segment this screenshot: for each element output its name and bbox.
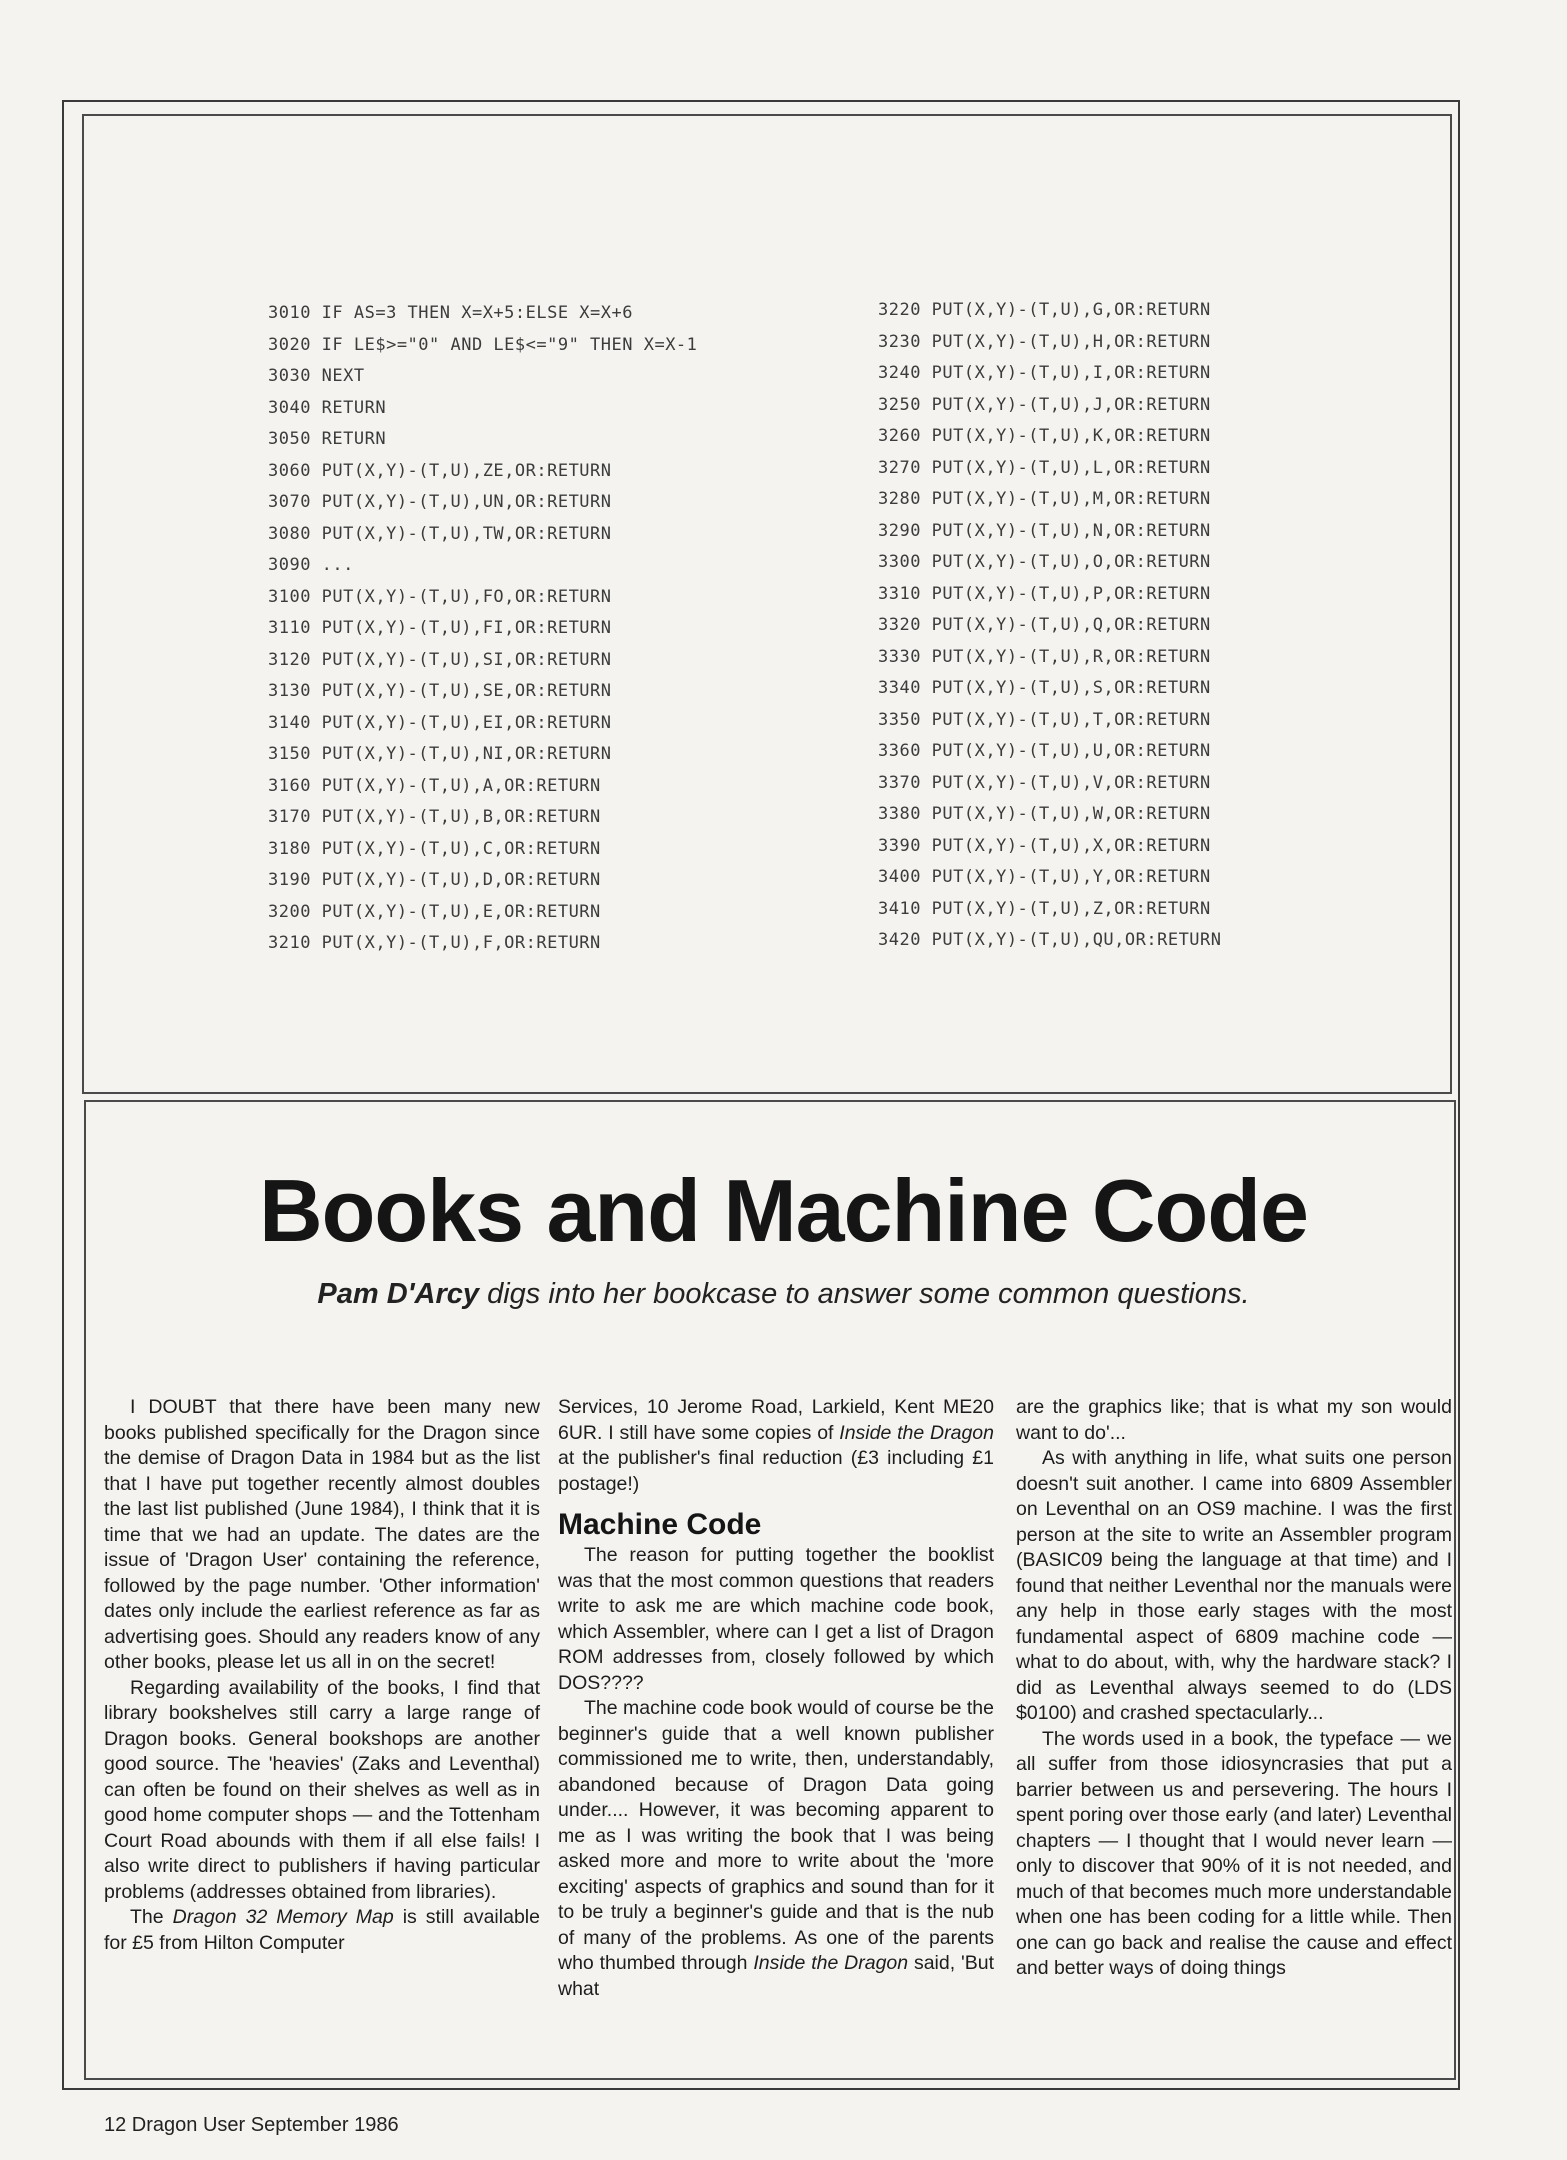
code-line: 3320 PUT(X,Y)-(T,U),Q,OR:RETURN: [878, 615, 1211, 635]
code-line: 3030 NEXT: [268, 366, 365, 386]
article-column-2: [558, 1395, 994, 2002]
page-footer: 12 Dragon User September 1986: [104, 2114, 399, 2136]
code-line: 3200 PUT(X,Y)-(T,U),E,OR:RETURN: [268, 901, 601, 922]
code-line: 3140 PUT(X,Y)-(T,U),EI,OR:RETURN: [268, 712, 612, 733]
code-line: 3080 PUT(X,Y)-(T,U),TW,OR:RETURN: [268, 523, 612, 544]
code-line: 3420 PUT(X,Y)-(T,U),QU,OR:RETURN: [878, 930, 1222, 950]
code-line: 3190 PUT(X,Y)-(T,U),D,OR:RETURN: [268, 870, 601, 890]
code-line: 3040 RETURN: [268, 397, 387, 418]
listing-right-column: [878, 295, 1222, 957]
code-line: 3400 PUT(X,Y)-(T,U),Y,OR:RETURN: [878, 867, 1211, 887]
code-line: 3090 ...: [268, 555, 354, 575]
article-headline: Books and Machine Code: [259, 1161, 1308, 1260]
standfirst-author: Pam D'Arcy: [317, 1278, 480, 1310]
col3-paragraph-2: As with anything in life, what suits one person doesn't suit another. I came into 6809 Assembler on Leventhal on an OS9 machine. I was the first person at the site to write an Assembler program (BASIC09 being the language at that time) and I found that neither Leventhal nor the manuals were any help in those early stages with the most fundamental aspect of 6809 machine code — what to do about, with, why the hardware stack? I did as Leventhal always seemed to do (LDS $0100) and crashed spectacularly...: [1016, 1447, 1452, 1724]
code-line: 3230 PUT(X,Y)-(T,U),H,OR:RETURN: [878, 331, 1211, 352]
code-line: 3150 PUT(X,Y)-(T,U),NI,OR:RETURN: [268, 744, 612, 764]
col2-p1-title: Inside the Dragon: [839, 1421, 994, 1444]
code-line: 3210 PUT(X,Y)-(T,U),F,OR:RETURN: [268, 933, 601, 953]
col2-paragraph-1: [558, 1395, 994, 1497]
col1-paragraph-3: [104, 1905, 540, 1956]
code-line: 3170 PUT(X,Y)-(T,U),B,OR:RETURN: [268, 807, 601, 827]
col1-p3-pre: The: [130, 1906, 173, 1928]
code-line: 3390 PUT(X,Y)-(T,U),X,OR:RETURN: [878, 835, 1211, 856]
code-line: 3100 PUT(X,Y)-(T,U),FO,OR:RETURN: [268, 586, 612, 607]
code-line: 3310 PUT(X,Y)-(T,U),P,OR:RETURN: [878, 583, 1211, 604]
code-line: 3330 PUT(X,Y)-(T,U),R,OR:RETURN: [878, 646, 1211, 667]
col1-p3-post: is still available for £5 from Hilton Computer: [104, 1906, 540, 1954]
code-line: 3340 PUT(X,Y)-(T,U),S,OR:RETURN: [878, 678, 1211, 698]
code-line: 3220 PUT(X,Y)-(T,U),G,OR:RETURN: [878, 300, 1211, 320]
code-line: 3180 PUT(X,Y)-(T,U),C,OR:RETURN: [268, 838, 601, 859]
code-line: 3070 PUT(X,Y)-(T,U),UN,OR:RETURN: [268, 492, 612, 512]
col2-p1-pre: Services, 10 Jerome Road, Larkield, Kent ME20 6UR. I still have some copies of: [558, 1396, 994, 1444]
subheading-machine-code: Machine Code: [558, 1508, 762, 1541]
standfirst: [0, 1278, 1567, 1311]
listing-left-column: [268, 298, 697, 960]
code-line: 3120 PUT(X,Y)-(T,U),SI,OR:RETURN: [268, 649, 612, 670]
standfirst-text: digs into her bookcase to answer some common questions.: [487, 1278, 1250, 1310]
code-line: 3110 PUT(X,Y)-(T,U),FI,OR:RETURN: [268, 618, 612, 638]
code-line: 3050 RETURN: [268, 429, 387, 449]
code-line: 3300 PUT(X,Y)-(T,U),O,OR:RETURN: [878, 552, 1211, 572]
code-line: 3130 PUT(X,Y)-(T,U),SE,OR:RETURN: [268, 681, 612, 701]
code-line: 3240 PUT(X,Y)-(T,U),I,OR:RETURN: [878, 363, 1211, 383]
col1-paragraph-2: Regarding availability of the books, I find that library bookshelves still carry a large range of Dragon books. General bookshops are another good source. The 'heavies' (Zaks and Leventhal) can often be found on their shelves as well as in good home computer shops — and the Tottenham Court Road abounds with them if all else fails! I also write direct to publishers if having particular problems (addresses obtained from libraries).: [104, 1676, 540, 1903]
code-line: 3160 PUT(X,Y)-(T,U),A,OR:RETURN: [268, 775, 601, 796]
col2-paragraph-3: [558, 1696, 994, 2002]
code-line: 3350 PUT(X,Y)-(T,U),T,OR:RETURN: [878, 709, 1211, 730]
code-line: 3270 PUT(X,Y)-(T,U),L,OR:RETURN: [878, 457, 1211, 478]
col3-paragraph-3: The words used in a book, the typeface — we all suffer from those idiosyncrasies that put a barrier between us and persevering. The hours I spent poring over those early (and later) Leventhal chapters — I thought that I would never learn — only to discover that 90% of it is not needed, and much of that becomes much more understandable when one has been coding for a little while. Then one can go back and realise the cause and effect and better ways of doing things: [1016, 1727, 1452, 1979]
code-line: 3410 PUT(X,Y)-(T,U),Z,OR:RETURN: [878, 898, 1211, 919]
col2-p1-post: at the publisher's final reduction (£3 including £1 postage!): [558, 1447, 994, 1495]
code-line: 3380 PUT(X,Y)-(T,U),W,OR:RETURN: [878, 804, 1211, 824]
col2-p3-pre: The machine code book would of course be the beginner's guide that a well known publisher commissioned me to write, then, understandably, abandoned because of Dragon Data going under.... However, it was becoming apparent to me as I was writing the book that I was being asked more and more to write about the 'more exciting' aspects of graphics and sound than for it to be truly a beginner's guide and that is the nub of many of the problems. As one of the parents who thumbed through: [558, 1697, 994, 1974]
article-column-1: [104, 1395, 540, 1956]
col2-p3-post: said, 'But what: [558, 1952, 994, 2000]
col2-paragraph-2: The reason for putting together the booklist was that the most common questions that readers write to ask me are which machine code book, which Assembler, where can I get a list of Dragon ROM addresses from, closely followed by which DOS????: [558, 1544, 994, 1694]
code-line: 3020 IF LE$>="0" AND LE$<="9" THEN X=X-1: [268, 334, 698, 355]
code-line: 3260 PUT(X,Y)-(T,U),K,OR:RETURN: [878, 426, 1211, 446]
col2-p3-title: Inside the Dragon: [753, 1952, 909, 1974]
code-line: 3060 PUT(X,Y)-(T,U),ZE,OR:RETURN: [268, 460, 612, 481]
col1-p3-title: Dragon 32 Memory Map: [172, 1906, 394, 1928]
code-line: 3360 PUT(X,Y)-(T,U),U,OR:RETURN: [878, 741, 1211, 761]
code-line: 3370 PUT(X,Y)-(T,U),V,OR:RETURN: [878, 772, 1211, 793]
code-line: 3290 PUT(X,Y)-(T,U),N,OR:RETURN: [878, 520, 1211, 541]
code-line: 3280 PUT(X,Y)-(T,U),M,OR:RETURN: [878, 489, 1211, 509]
col3-paragraph-1: are the graphics like; that is what my son would want to do'...: [1016, 1396, 1452, 1444]
article-column-3: [1016, 1395, 1452, 1982]
code-line: 3250 PUT(X,Y)-(T,U),J,OR:RETURN: [878, 394, 1211, 415]
col1-paragraph-1: I DOUBT that there have been many new books published specifically for the Dragon since the demise of Dragon Data in 1984 but as the list that I have put together recently almost doubles the last list published (June 1984), I think that it is time that we had an update. The dates are the issue of 'Dragon User' containing the reference, followed by the page number. 'Other information' dates only include the earliest reference as far as advertising goes. Should any readers know of any other books, please let us all in on the secret!: [104, 1396, 540, 1673]
code-line: 3010 IF AS=3 THEN X=X+5:ELSE X=X+6: [268, 303, 633, 323]
